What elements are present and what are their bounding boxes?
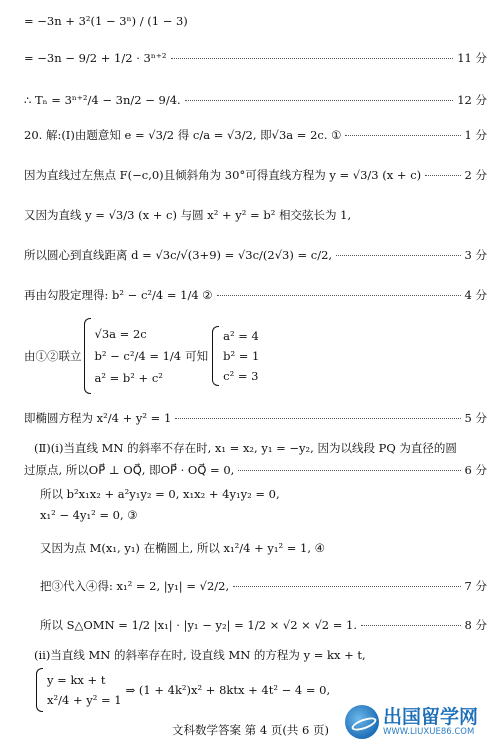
equation-system-2 (36, 668, 330, 712)
part-2-line-1 (34, 440, 487, 456)
line-text: 把③代入④得: x₁² = 2, |y₁| = √2/2, (40, 579, 230, 593)
score-label: 7 分 (464, 579, 487, 593)
equation-system-1 (24, 318, 259, 394)
globe-plane-icon (345, 705, 379, 739)
line-text: 因为直线过左焦点 F(−c,0)且倾斜角为 30°可得直线方程为 y = √3/3 (x + c) (24, 168, 422, 182)
system-row: c² = 3 (223, 369, 259, 383)
system-row: √3a = 2c (94, 327, 147, 341)
leader-dots (336, 255, 460, 256)
logo-url-text: WWW.LIUXUE86.COM (383, 726, 475, 737)
problem-20-header (24, 127, 487, 143)
score-label: 1 分 (464, 128, 487, 142)
watermark-logo (345, 700, 495, 744)
solution-line-1 (24, 14, 487, 28)
logo-main-text: 出国留学网 (383, 705, 479, 728)
line-text: 过原点, 所以OP⃗ ⊥ OQ⃗, 即OP⃗ · OQ⃗ = 0, (24, 463, 235, 477)
left-brace (84, 318, 91, 394)
line-text: 又因为直线 y = √3/3 (x + c) 与圆 x² + y² = b² 相交弦长为 1, (24, 208, 352, 222)
system-row: y = kx + t (47, 673, 106, 687)
score-label: 8 分 (464, 618, 487, 632)
solution-line-3 (24, 92, 487, 108)
system-row: a² = 4 (223, 329, 259, 343)
leader-dots (217, 295, 461, 296)
solution-line-6 (24, 207, 487, 223)
leader-dots (238, 470, 460, 471)
system-row: a² = b² + c² (94, 371, 163, 385)
leader-dots (345, 135, 460, 136)
logo-text (383, 705, 479, 737)
line-text: 所以 S△OMN = 1/2 |x₁| · |y₁ − y₂| = 1/2 × √2 × √2 = 1. (40, 618, 358, 632)
line-text: 即椭圆方程为 x²/4 + y² = 1 (24, 411, 172, 425)
system-row: x²/4 + y² = 1 (47, 693, 122, 707)
part-2-line-4 (40, 508, 487, 522)
line-text: ∴ Tₙ = 3ⁿ⁺²/4 − 3n/2 − 9/4. (24, 93, 181, 107)
system-row: b² − c²/4 = 1/4 (94, 349, 182, 363)
line-text: 又因为点 M(x₁, y₁) 在椭圆上, 所以 x₁²/4 + y₁² = 1, ④ (40, 541, 325, 555)
part-2-line-3 (40, 486, 487, 502)
line-text: (Ⅱ)(ⅰ)当直线 MN 的斜率不存在时, x₁ = x₂, y₁ = −y₂, 因为以线段 PQ 为直径的圆 (34, 441, 457, 455)
system-left-rows (95, 327, 182, 385)
score-label: 11 分 (457, 51, 487, 65)
solution-line-5 (24, 167, 487, 183)
part-2-line-7 (40, 617, 487, 633)
ellipse-equation-line (24, 410, 487, 426)
system-prefix: 由①②联立 (24, 349, 82, 363)
line-text: 所以圆心到直线距离 d = √3c/√(3+9) = √3c/(2√3) = c/2, (24, 248, 333, 262)
score-label: 3 分 (464, 248, 487, 262)
left-brace (212, 326, 219, 386)
score-label: 2 分 (464, 168, 487, 182)
left-brace (36, 668, 43, 712)
leader-dots (425, 175, 460, 176)
system-result: ⇒ (1 + 4k²)x² + 8ktx + 4t² − 4 = 0, (125, 683, 331, 697)
system-middle: 可知 (185, 349, 209, 363)
solution-line-7 (24, 247, 487, 263)
system-rows (47, 673, 122, 707)
line-text: (ⅱ)当直线 MN 的斜率存在时, 设直线 MN 的方程为 y = kx + t, (34, 648, 366, 662)
system-row: b² = 1 (223, 349, 260, 363)
leader-dots (361, 625, 460, 626)
line-text: 20. 解:(Ⅰ)由题意知 e = √3/2 得 c/a = √3/2, 即√3a = 2c. ① (24, 128, 342, 142)
score-label: 4 分 (464, 288, 487, 302)
score-label: 6 分 (464, 463, 487, 477)
solution-line-2 (24, 50, 487, 66)
part-2-line-6 (40, 578, 487, 594)
score-label: 12 分 (457, 93, 487, 107)
part-2-line-5 (40, 540, 487, 556)
line-text: = −3n − 9/2 + 1/2 · 3ⁿ⁺² (24, 51, 167, 65)
system-right-rows (223, 329, 259, 383)
line-text: = −3n + 3²(1 − 3ⁿ) / (1 − 3) (24, 14, 188, 28)
leader-dots (233, 586, 460, 587)
part-2-line-2 (24, 462, 487, 478)
solution-line-8 (24, 287, 487, 303)
part-2-line-8 (34, 647, 487, 663)
line-text: 所以 b²x₁x₂ + a²y₁y₂ = 0, x₁x₂ + 4y₁y₂ = 0, (40, 487, 280, 501)
leader-dots (185, 100, 454, 101)
score-label: 5 分 (464, 411, 487, 425)
page-footer: 文科数学答案 第 4 页(共 6 页) (172, 723, 329, 737)
leader-dots (171, 58, 454, 59)
line-text: x₁² − 4y₁² = 0, ③ (40, 508, 138, 522)
line-text: 再由勾股定理得: b² − c²/4 = 1/4 ② (24, 288, 213, 302)
leader-dots (175, 418, 460, 419)
